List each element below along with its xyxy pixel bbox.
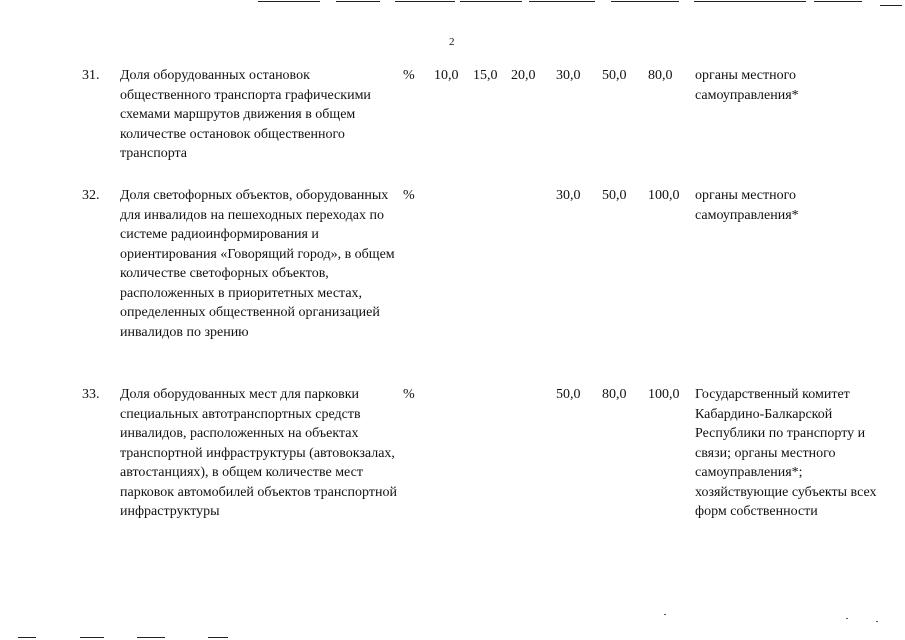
row-value: 100,0: [648, 387, 680, 402]
row-value: 50,0: [556, 387, 581, 402]
row-value: 100,0: [648, 188, 680, 203]
scan-speck: [846, 618, 848, 619]
row-description: Доля оборудованных мест для парковки специальных автотранспортных средств инвалидов, расположенных на объектах транспортной инфраструктуры (автовокзалах, автостанциях), в общем количестве мест парковок автомобилей объектов транспортной инфраструктуры: [120, 387, 397, 519]
row-number: 31.: [82, 68, 100, 83]
top-rule: [395, 1, 455, 2]
top-rule: [529, 1, 595, 2]
top-rule: [611, 1, 679, 2]
row-unit: %: [403, 188, 415, 203]
row-value: 15,0: [473, 68, 498, 83]
scan-speck: [664, 614, 666, 615]
row-unit: %: [403, 68, 415, 83]
row-value: 50,0: [602, 68, 627, 83]
row-description: Доля светофорных объектов, оборудованных для инвалидов на пешеходных переходах по системе радиоинформирования и ориентирования «Говорящий город», в общем количестве светофорных объектов, расположенных в приоритетных местах, определенных общественной организацией инвалидов по зрению: [120, 188, 395, 340]
top-rule: [460, 1, 522, 2]
row-number: 32.: [82, 188, 100, 203]
row-value: 50,0: [602, 188, 627, 203]
row-description: Доля оборудованных остановок общественного транспорта графическими схемами маршрутов движения в общем количестве остановок общественного транспорта: [120, 68, 371, 161]
top-rule: [694, 1, 806, 2]
row-value: 30,0: [556, 188, 581, 203]
top-rule: [336, 1, 380, 2]
top-rule: [258, 1, 320, 2]
row-responsible: органы местного самоуправления*: [695, 68, 799, 103]
top-rule: [880, 5, 902, 6]
row-value: 30,0: [556, 68, 581, 83]
row-value: 20,0: [511, 68, 536, 83]
bottom-rule: [18, 637, 36, 638]
row-number: 33.: [82, 387, 100, 402]
bottom-rule: [80, 637, 104, 638]
row-responsible: органы местного самоуправления*: [695, 188, 799, 223]
scan-speck: [876, 621, 878, 622]
row-value: 80,0: [648, 68, 673, 83]
page-number: 2: [449, 36, 455, 48]
row-value: 10,0: [434, 68, 459, 83]
top-rule: [814, 1, 862, 2]
row-unit: %: [403, 387, 415, 402]
bottom-rule: [137, 637, 165, 638]
bottom-rule: [208, 637, 228, 638]
row-value: 80,0: [602, 387, 627, 402]
row-responsible: Государственный комитет Кабардино-Балкарской Республики по транспорту и связи; органы местного самоуправления*; хозяйствующие субъекты всех форм собственности: [695, 387, 877, 519]
